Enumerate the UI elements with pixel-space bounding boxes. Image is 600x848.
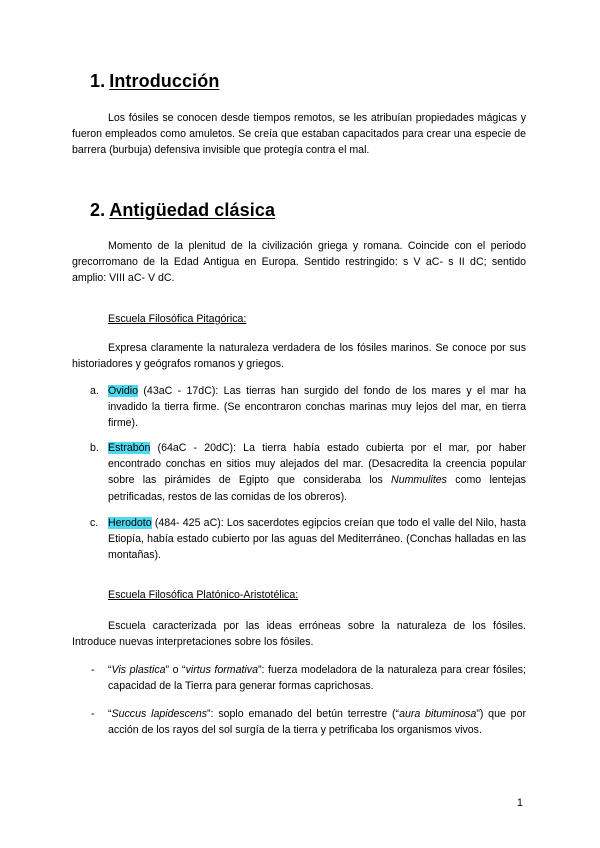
list-item-vis-plastica: - “Vis plastica” o “virtus formativa”: fuerza modeladora de la naturaleza para crear fósiles; capacidad de la Tierra para generar formas caprichosas.	[91, 664, 526, 693]
antiguedad-paragraph: Momento de la plenitud de la civilización griega y romana. Coincide con el periodo grecorromano de la Edad Antigua en Europa. Sentido restringido: s V aC- s II dC; sentido amplio: VIII aC- V dC.	[72, 240, 526, 285]
page-number: 1	[517, 797, 523, 809]
subheading-pitagorica: Escuela Filosófica Pitagórica:	[108, 313, 247, 325]
pitagorica-intro: Expresa claramente la naturaleza verdadera de los fósiles marinos. Se conoce por sus historiadores y geógrafos romanos y griegos.	[72, 342, 526, 371]
list-item-estrabon: b. Estrabón (64aC - 20dC): La tierra había estado cubierta por el mar, por haber encontrado conchas en sitios muy alejados del mar. (Desacredita la creencia popular sobre las pirámides de Egipto que consideraba los Nummulites como lentejas petrificadas, restos de las comidas de los obreros).	[90, 442, 526, 503]
highlighted-name: Herodoto	[108, 517, 152, 529]
list-item-ovidio: a. Ovidio (43aC - 17dC): Las tierras han surgido del fondo de los mares y el mar ha invadido la tierra firme. (Se encontraron conchas marinas muy lejos del mar, en tierra firme).	[90, 385, 526, 430]
highlighted-name: Estrabón	[108, 442, 151, 454]
subheading-aristotelica: Escuela Filosófica Platónico-Aristotélica:	[108, 589, 299, 601]
section-heading-antiguedad: 2. Antigüedad clásica	[90, 200, 276, 220]
list-item-herodoto: c. Herodoto (484- 425 aC): Los sacerdotes egipcios creían que todo el valle del Nilo, hasta Etiopía, había estado cubierto por las aguas del Mediterráneo. (Conchas halladas en las montañas).	[90, 517, 526, 562]
aristotelica-intro: Escuela caracterizada por las ideas erróneas sobre la naturaleza de los fósiles. Introduce nuevas interpretaciones sobre los fósiles.	[72, 620, 526, 649]
list-item-succus-lapidescens: - “Succus lapidescens”: soplo emanado del betún terrestre (“aura bituminosa”) que por acción de los rayos del sol surgía de la tierra y petrificaba los organismos vivos.	[91, 708, 526, 737]
highlighted-name: Ovidio	[108, 385, 139, 397]
introduccion-paragraph: Los fósiles se conocen desde tiempos remotos, se les atribuían propiedades mágicas y fueron empleados como amuletos. Se creía que estaban capacitados para crear una especie de barrera (burbuja) defensiva invisible que protegía contra el mal.	[72, 112, 526, 157]
section-heading-introduccion: 1. Introducción	[90, 71, 220, 91]
